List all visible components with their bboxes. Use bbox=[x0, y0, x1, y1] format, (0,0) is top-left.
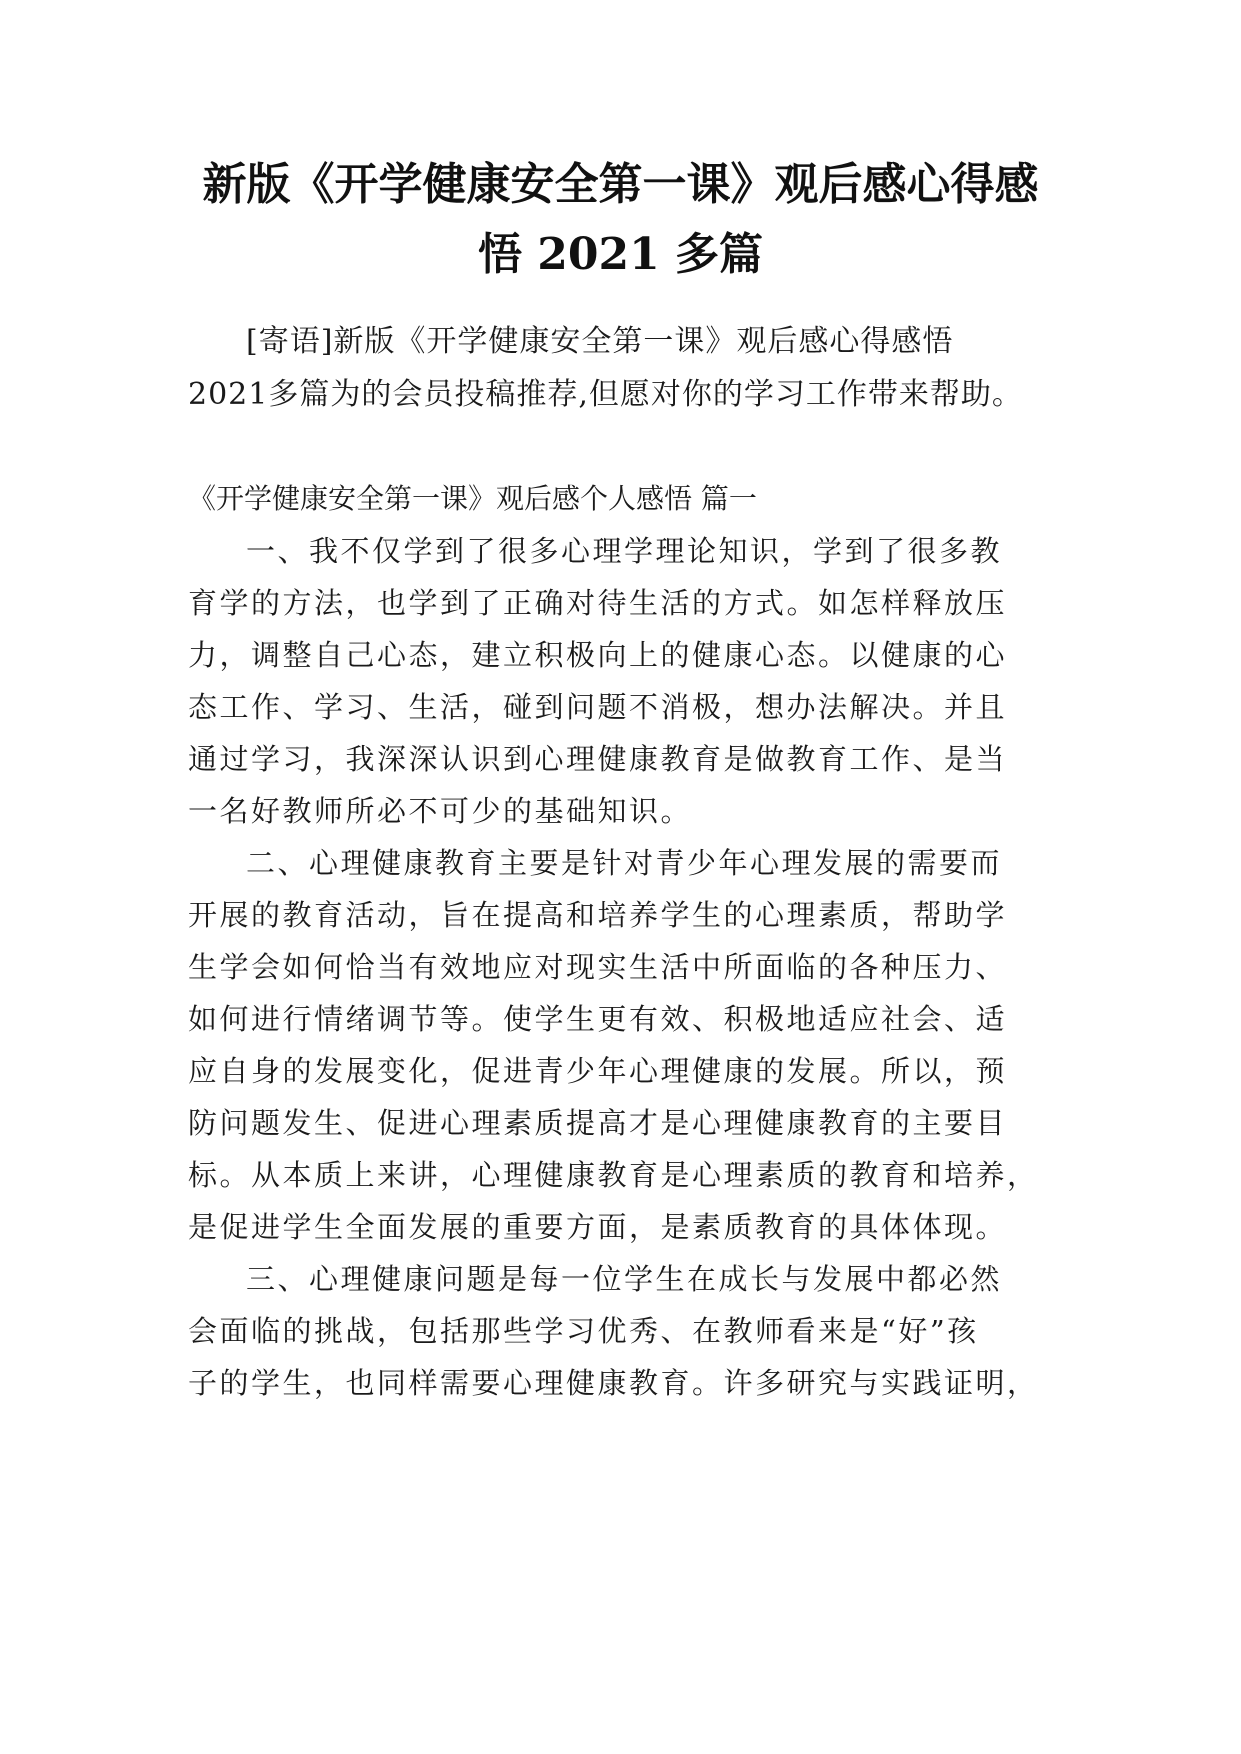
paragraph-line: 子的学生，也同样需要心理健康教育。许多研究与实践证明， bbox=[188, 1366, 1039, 1400]
paragraph-line: 力，调整自己心态，建立积极向上的健康心态。以健康的心 bbox=[188, 638, 1008, 672]
paragraph-line: 是促进学生全面发展的重要方面，是素质教育的具体体现。 bbox=[188, 1210, 1008, 1244]
intro-line-1: [寄语]新版《开学健康安全第一课》观后感心得感悟 bbox=[246, 324, 954, 359]
title-line-1: 新版《开学健康安全第一课》观后感心得感 bbox=[202, 159, 1039, 210]
paragraph-line: 应自身的发展变化，促进青少年心理健康的发展。所以，预 bbox=[188, 1054, 1008, 1088]
paragraph-line: 态工作、学习、生活，碰到问题不消极，想办法解决。并且 bbox=[188, 690, 1008, 724]
paragraph-line: 生学会如何恰当有效地应对现实生活中所面临的各种压力、 bbox=[188, 950, 1008, 984]
paragraph-line: 防问题发生、促进心理素质提高才是心理健康教育的主要目 bbox=[188, 1106, 1008, 1140]
paragraph-line: 标。从本质上来讲，心理健康教育是心理素质的教育和培养， bbox=[188, 1158, 1039, 1192]
paragraph-line: 一、我不仅学到了很多心理学理论知识，学到了很多教 bbox=[246, 534, 1003, 568]
paragraph-line: 开展的教育活动，旨在提高和培养学生的心理素质，帮助学 bbox=[188, 898, 1008, 932]
paragraph-line: 通过学习，我深深认识到心理健康教育是做教育工作、是当 bbox=[188, 742, 1008, 776]
title-line-2: 悟 2021 多篇 bbox=[477, 229, 764, 280]
document-title bbox=[150, 150, 1091, 290]
section-heading: 《开学健康安全第一课》观后感个人感悟 篇一 bbox=[188, 482, 757, 515]
paragraph-line: 一名好教师所必不可少的基础知识。 bbox=[188, 794, 693, 828]
paragraph-line: 如何进行情绪调节等。使学生更有效、积极地适应社会、适 bbox=[188, 1002, 1008, 1036]
paragraph-line: 二、心理健康教育主要是针对青少年心理发展的需要而 bbox=[246, 846, 1003, 880]
intro-line-2: 2021多篇为的会员投稿推荐,但愿对你的学习工作带来帮助。 bbox=[188, 377, 1023, 412]
paragraph-line: 三、心理健康问题是每一位学生在成长与发展中都必然 bbox=[246, 1262, 1003, 1296]
paragraph-line: 育学的方法，也学到了正确对待生活的方式。如怎样释放压 bbox=[188, 586, 1008, 620]
paragraph-line: 会面临的挑战，包括那些学习优秀、在教师看来是“好”孩 bbox=[188, 1314, 979, 1348]
